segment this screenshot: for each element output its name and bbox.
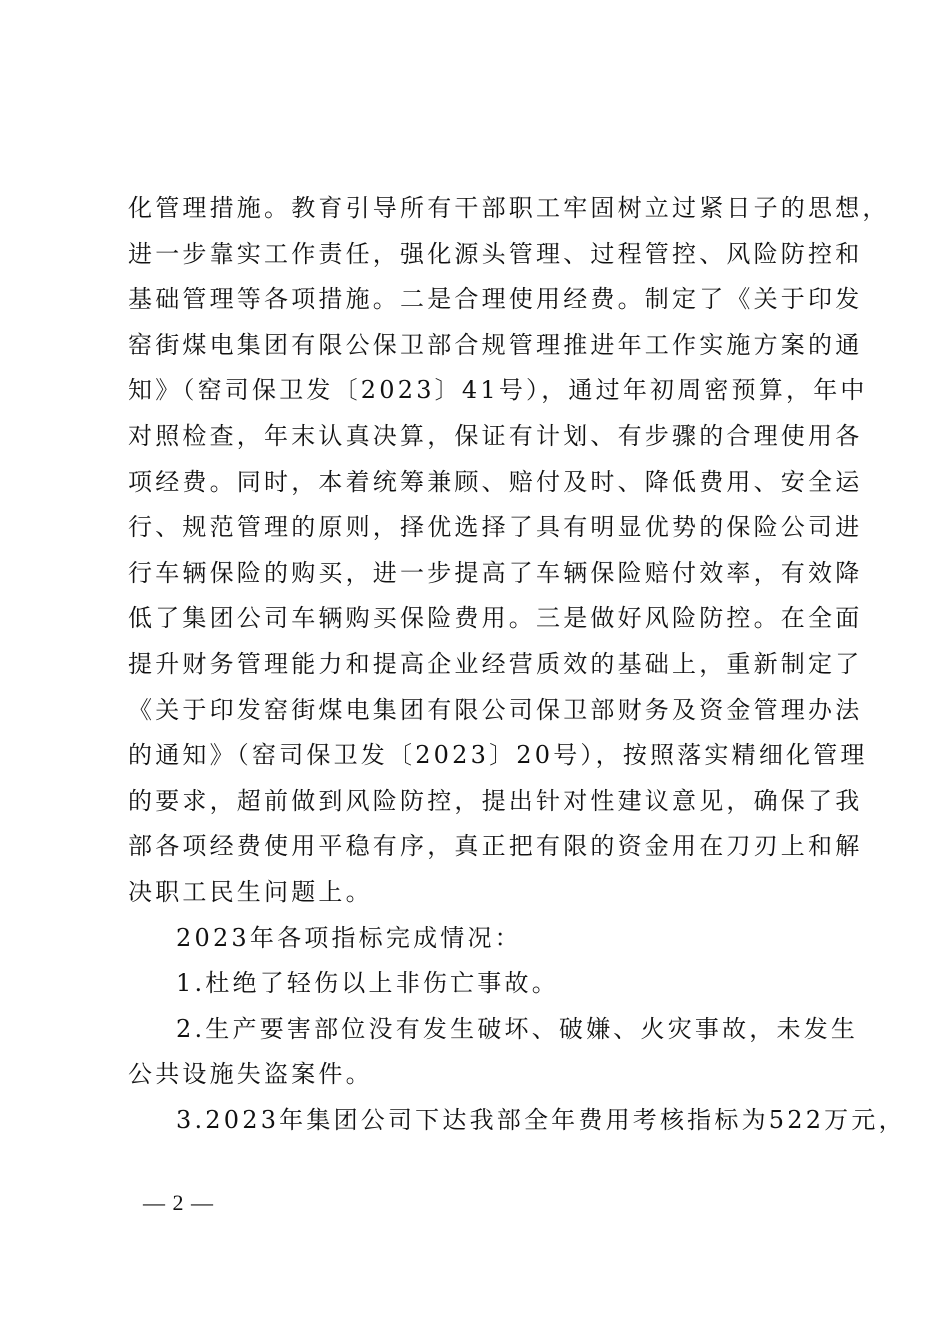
text-line: 《关于印发窑街煤电集团有限公司保卫部财务及资金管理办法 — [128, 695, 863, 724]
item-text: 1.杜绝了轻伤以上非伤亡事故。 — [176, 969, 559, 998]
list-item-2 — [128, 1007, 859, 1098]
text-line: 化管理措施。教育引导所有干部职工牢固树立过紧日子的思想， — [128, 194, 890, 222]
text-line: 的要求，超前做到风险防控，提出针对性建议意见，确保了我 — [128, 786, 863, 815]
text-line: 对照检查，年末认真决算，保证有计划、有步骤的合理使用各 — [128, 421, 863, 450]
text-line: 低了集团公司车辆购买保险费用。三是做好风险防控。在全面 — [128, 604, 863, 633]
text-line: 行、规范管理的原则，择优选择了具有明显优势的保险公司进 — [128, 513, 863, 542]
text-line: 提升财务管理能力和提高企业经营质效的基础上，重新制定了 — [128, 649, 863, 678]
text-line: 项经费。同时，本着统筹兼顾、赔付及时、降低费用、安全运 — [128, 467, 863, 496]
item-text: 3.2023年集团公司下达我部全年费用考核指标为522万元， — [176, 1105, 906, 1134]
item-text: 公共设施失盗案件。 — [128, 1060, 373, 1089]
page-number: — 2 — — [143, 1190, 214, 1215]
paragraph-measures — [128, 186, 890, 916]
text-line: 部各项经费使用平稳有序，真正把有限的资金用在刀刃上和解 — [128, 832, 863, 861]
section-heading — [128, 916, 832, 962]
text-line: 进一步靠实工作责任，强化源头管理、过程管控、风险防控和 — [128, 239, 863, 268]
text-line: 窑街煤电集团有限公保卫部合规管理推进年工作实施方案的通 — [128, 330, 863, 359]
text-line: 知》（窑司保卫发〔2023〕41号），通过年初周密预算，年中 — [128, 376, 868, 405]
document-body — [128, 186, 906, 1143]
text-line: 行车辆保险的购买，进一步提高了车辆保险赔付效率，有效降 — [128, 558, 863, 587]
text-line: 基础管理等各项措施。二是合理使用经费。制定了《关于印发 — [128, 285, 863, 314]
list-item-1 — [128, 961, 832, 1007]
text-line: 决职工民生问题上。 — [128, 877, 373, 906]
heading-text: 2023年各项指标完成情况： — [176, 923, 522, 952]
list-item-3 — [128, 1098, 906, 1144]
item-text: 2.生产要害部位没有发生破坏、破嫌、火灾事故，未发生 — [176, 1014, 859, 1043]
text-line: 的通知》（窑司保卫发〔2023〕20号），按照落实精细化管理 — [128, 741, 868, 770]
